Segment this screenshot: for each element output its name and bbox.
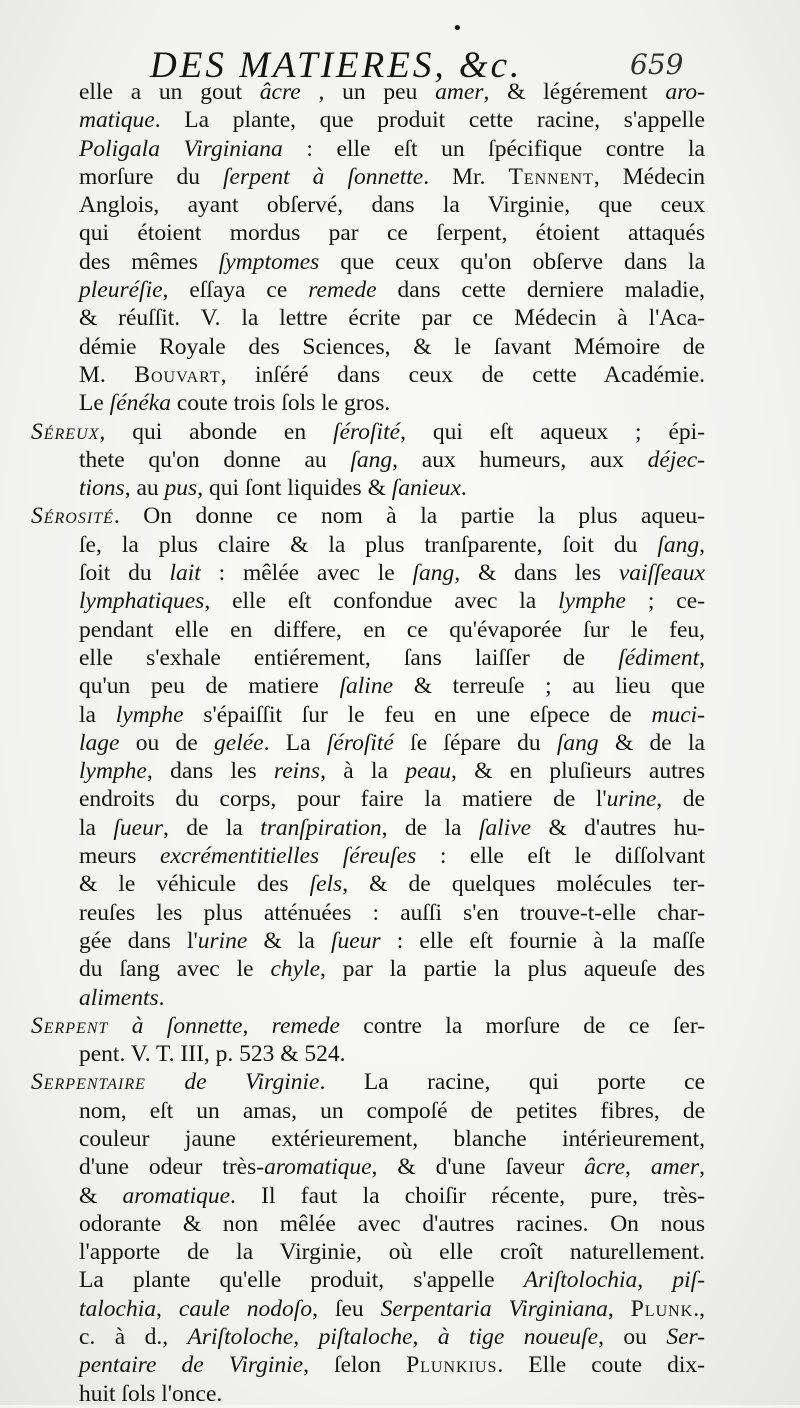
text-line: tions, au pus, qui ſont liquides & ſanieux.: [79, 475, 467, 502]
text-line: aliments.: [79, 984, 165, 1011]
text-line: morſure du ſerpent à ſonnette. Mr. Tennent, Médecin: [79, 163, 706, 190]
text-line: la ſueur, de la tranſpiration, de la ſalive & d'autres hu-: [79, 814, 706, 841]
text-line: Sérosité. On donne ce nom à la partie la plus aqueu-: [31, 503, 705, 530]
text-line: qu'un peu de matiere ſaline & terreuſe ; au lieu que: [79, 673, 705, 700]
text-line: Anglois, ayant obſervé, dans la Virginie, que ceux: [79, 192, 705, 219]
text-line: ſoit du lait : mêlée avec le ſang, & dans les vaiſſeaux: [79, 560, 705, 587]
text-line: l'apporte de la Virginie, où elle croît naturellement.: [79, 1239, 705, 1266]
text-line: pent. V. T. III, p. 523 & 524.: [79, 1041, 346, 1068]
text-line: pentaire de Virginie, ſelon Plunkius. Elle coute dix-: [79, 1352, 705, 1379]
text-line: & réuſſit. V. la lettre écrite par ce Médecin à l'Aca-: [79, 305, 705, 332]
text-line: La plante qu'elle produit, s'appelle Ariſtolochia, piſ-: [79, 1267, 705, 1294]
text-line: couleur jaune extérieurement, blanche intérieurement,: [79, 1125, 705, 1152]
text-line: lymphe, dans les reins, à la peau, & en pluſieurs autres: [79, 758, 705, 785]
body-text: [31, 78, 706, 1408]
text-line: elle a un gout âcre , un peu amer, & légérement aro-: [79, 79, 705, 105]
text-line: lymphatiques, elle eſt confondue avec la lymphe ; ce-: [79, 588, 705, 615]
text-line: Séreux, qui abonde en ſéroſité, qui eſt aqueux ; épi-: [31, 418, 705, 445]
text-line: elle s'exhale entiérement, ſans laiſſer de ſédiment,: [79, 644, 705, 671]
text-line: nom, eſt un amas, un compoſé de petites fibres, de: [79, 1097, 705, 1124]
text-line: d'une odeur très-aromatique, & d'une ſaveur âcre, amer,: [79, 1154, 705, 1181]
text-line: pendant elle en differe, en ce qu'évaporée ſur le feu,: [79, 616, 705, 643]
text-line: endroits du corps, pour faire la matiere de l'urine, de: [79, 786, 705, 813]
text-line: matique. La plante, que produit cette racine, s'appelle: [79, 107, 705, 134]
text-line: Poligala Virginiana : elle eſt un ſpécifique contre la: [79, 135, 705, 162]
text-line: & aromatique. Il faut la choiſir récente, pure, très-: [79, 1182, 706, 1209]
text-line: & le véhicule des ſels, & de quelques molécules ter-: [79, 871, 705, 898]
text-line: lage ou de gelée. La ſéroſité ſe ſépare du ſang & de la: [79, 729, 705, 756]
text-line: ſe, la plus claire & la plus tranſparente, ſoit du ſang,: [79, 531, 705, 558]
text-line: M. Bouvart, inſéré dans ceux de cette Académie.: [79, 361, 705, 388]
running-head: DES MATIERES, &c.: [150, 45, 523, 86]
text-line: Serpentaire de Virginie. La racine, qui porte ce: [31, 1069, 706, 1096]
text-line: du ſang avec le chyle, par la partie la plus aqueuſe des: [79, 956, 705, 983]
text-line: des mêmes ſymptomes que ceux qu'on obſerve dans la: [79, 248, 705, 275]
text-line: odorante & non mêlée avec d'autres racines. On nous: [79, 1210, 705, 1237]
text-line: thete qu'on donne au ſang, aux humeurs, aux déjec-: [79, 446, 705, 473]
page-number: 659: [630, 48, 684, 81]
text-line: Le ſénéka coute trois ſols le gros.: [79, 390, 391, 417]
text-line: la lymphe s'épaiſſit ſur le feu en une eſpece de muci-: [79, 701, 705, 728]
text-line: démie Royale des Sciences, & le ſavant Mémoire de: [79, 333, 705, 360]
text-line: huit ſols l'once.: [79, 1380, 223, 1407]
text-line: Serpent à ſonnette, remede contre la morſure de ce ſer-: [31, 1012, 706, 1039]
text-line: c. à d., Ariſtoloche, piſtaloche, à tige noueuſe, ou Ser-: [79, 1324, 706, 1351]
text-line: meurs excrémentitielles ſéreuſes : elle eſt le diſſolvant: [79, 843, 705, 870]
printer-dot: •: [452, 18, 463, 39]
text-line: qui étoient mordus par ce ſerpent, étoient attaqués: [79, 220, 705, 247]
text-line: gée dans l'urine & la ſueur : elle eſt fournie à la maſſe: [79, 927, 705, 954]
text-line: reuſes les plus atténuées : auſſi s'en trouve-t-elle char-: [79, 899, 705, 926]
text-line: pleuréſie, eſſaya ce remede dans cette derniere maladie,: [79, 277, 705, 304]
text-line: talochia, caule nodoſo, ſeu Serpentaria Virginiana, Plunk.,: [79, 1295, 705, 1322]
